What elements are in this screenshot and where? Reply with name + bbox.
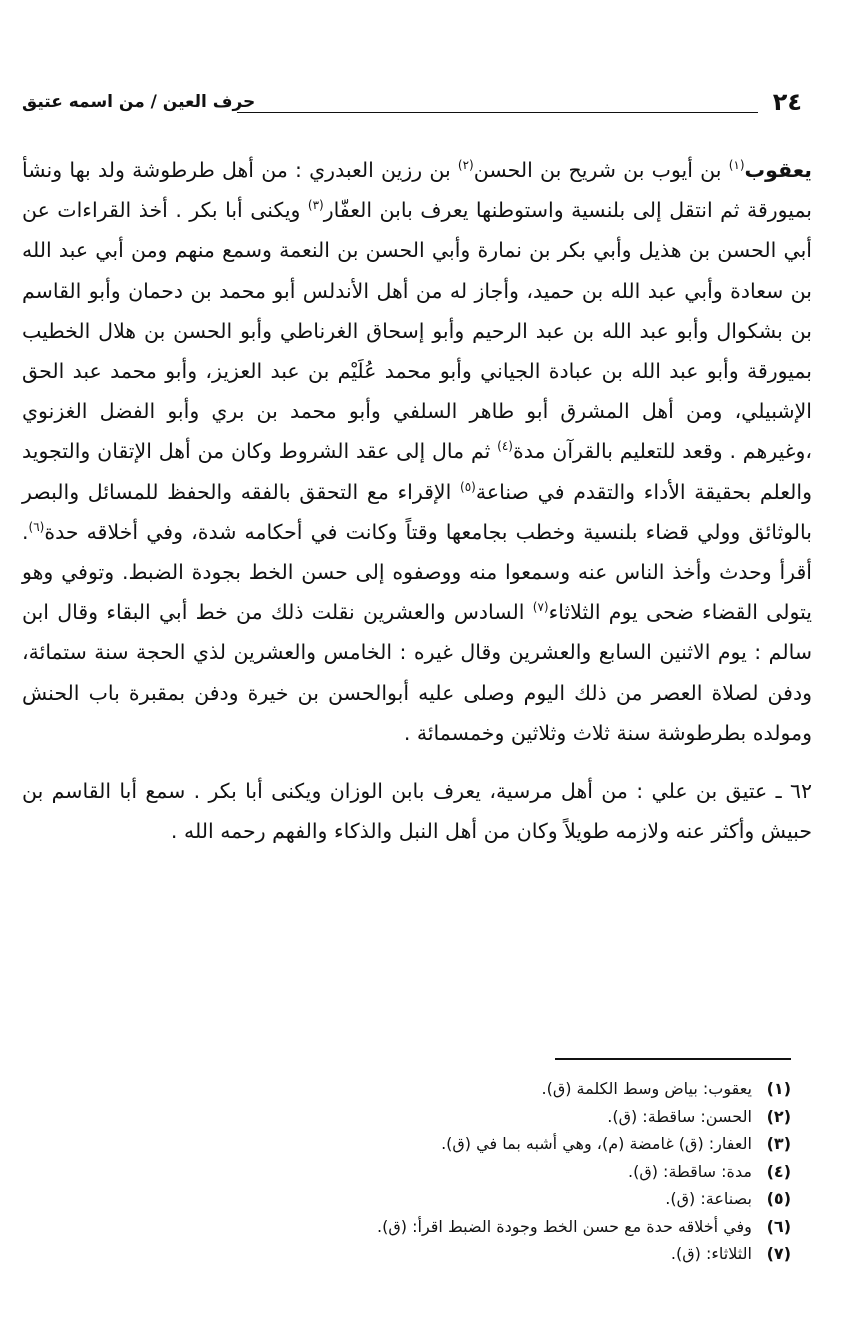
footnote-text: مدة: ساقطة: (ق).	[627, 1161, 752, 1181]
footnote-text: وفي أخلاقه حدة مع حسن الخط وجودة الضبط اقرأ: (ق).	[377, 1216, 752, 1236]
header-rule	[237, 112, 758, 113]
entry-text: ويكنى أبا بكر . أخذ القراءات عن أبي الحسن بن هذيل وأبي بكر بن نمارة وأبي الحسن بن النعمة وسمع منهم ومن أبي عبد الله بن سعادة وأبي عبد الله بن حميد، وأجاز له من أهل الأندلس أبو محمد بن دحمان وأبو القاسم بن بشكوال وأبو عبد الله بن عبد الرحيم وأبو إسحاق الغرناطي وأبو الحسن بن هلال الخطيب بميورقة وأبو عبد الله بن عبادة الجياني وأبو محمد عُلَيْم بن عبد العزيز، وأبو محمد عبد الحق الإشبيلي، ومن أهل المشرق أبو طاهر السلفي وأبو محمد بن بري وأبو الفضل الغزنوي ،وغيرهم . وقعد للتعليم بالقرآن مدة	[22, 198, 812, 464]
footnote-text: يعقوب: بياض وسط الكلمة (ق).	[541, 1079, 752, 1098]
footnote-number: (٧)	[766, 1244, 791, 1263]
footnote-number: (٥)	[766, 1189, 791, 1208]
footnote-item	[71, 1075, 791, 1103]
footnotes	[71, 1075, 791, 1268]
footnote-item	[71, 1130, 791, 1158]
entry-text: الإقراء مع التحقق بالفقه والحفظ للمسائل والبصر بالوثائق وولي قضاء بلنسية وخطب بجامعها وقتاً وكانت في أحكامه شدة، وفي أخلاقه حدة	[22, 479, 812, 544]
footnote-item	[71, 1103, 791, 1131]
entry-text: . أقرأ وحدث وأخذ الناس عنه وسمعوا منه ووصفوه إلى حسن الخط بجودة الضبط. وتوفي وهو يتولى القضاء ضحى يوم الثلاثاء	[22, 519, 812, 625]
entry-text: السادس والعشرين نقلت ذلك من خط أبي البقاء وقال ابن سالم : يوم الاثنين السابع والعشرين وقال غيره : الخامس والعشرين لذي الحجة سنة ستمائة، ودفن لصلاة العصر من ذلك اليوم وصلى عليه أبوالحسن بن خيرة ودفن بمقبرة باب الحنش ومولده بطرطوشة سنة ثلاث وثلاثين وخمسمائة .	[22, 600, 812, 745]
footnote-divider	[555, 1058, 791, 1060]
footnote-text: بصناعة: (ق).	[665, 1189, 752, 1208]
footnote-number: (٦)	[766, 1216, 791, 1236]
biography-entry	[22, 150, 812, 753]
footnote-ref: (٥)	[460, 479, 476, 494]
footnote-ref: (٢)	[457, 158, 474, 173]
main-text	[22, 150, 812, 851]
footnote-item	[71, 1240, 791, 1268]
running-title: حرف العين / من اسمه عتيق	[22, 92, 256, 112]
footnote-ref: (١)	[728, 158, 745, 173]
entry-text: بن رزين العبدري : من أهل طرطوشة ولد بها ونشأ بميورقة ثم انتقل إلى بلنسية واستوطنها يعرف بابن العفّار	[22, 158, 812, 223]
footnote-ref: (٣)	[307, 198, 324, 213]
footnote-item	[71, 1158, 791, 1186]
footnote-number: (٢)	[766, 1106, 791, 1126]
footnote-number: (٣)	[766, 1134, 791, 1153]
page-number: ٢٤	[772, 88, 802, 116]
footnote-number: (١)	[766, 1079, 791, 1098]
running-header	[22, 88, 802, 126]
entry-text: ثم مال إلى عقد الشروط وكان من أهل الإتقان والتجويد والعلم بحقيقة الأداء والتقدم في صناعة	[22, 439, 813, 504]
footnote-text: الحسن: ساقطة: (ق).	[607, 1106, 752, 1126]
footnote-number: (٤)	[766, 1161, 791, 1181]
footnote-item	[71, 1213, 791, 1241]
entry-text: ٦٢ ـ عتيق بن علي : من أهل مرسية، يعرف بابن الوزان ويكنى أبا بكر . سمع أبا القاسم بن حبيش وأكثر عنه ولازمه طويلاً وكان من أهل النبل والذكاء والفهم رحمه الله .	[22, 779, 812, 844]
footnote-ref: (٤)	[497, 439, 513, 454]
biography-entry	[22, 771, 812, 851]
footnote-text: الثلاثاء: (ق).	[670, 1244, 752, 1263]
entry-name: يعقوب	[744, 158, 812, 182]
footnote-ref: (٧)	[532, 600, 549, 615]
footnote-item	[71, 1185, 791, 1213]
entry-text: بن أيوب بن شريح بن الحسن	[473, 158, 729, 182]
footnote-text: العفار: (ق) غامضة (م)، وهي أشبه بما في (ق).	[441, 1134, 752, 1153]
footnote-ref: (٦)	[28, 520, 45, 534]
